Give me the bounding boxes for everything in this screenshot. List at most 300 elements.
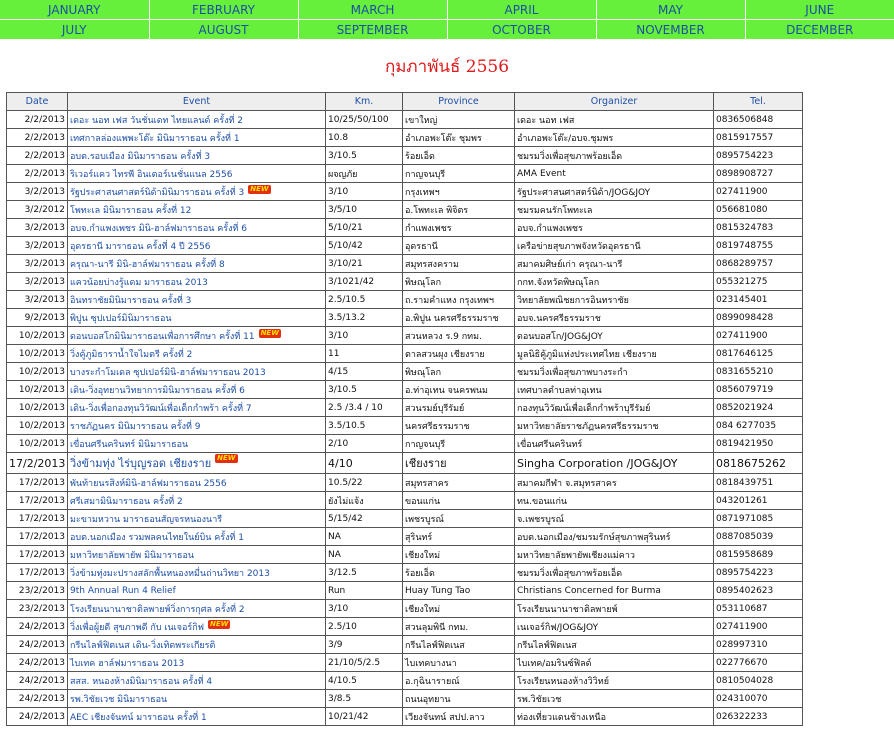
cell-date [7, 327, 68, 345]
cell-km [326, 129, 403, 147]
event-link[interactable] [68, 111, 326, 129]
event-link-text[interactable]: ศรีเสมามินิมาราธอน ครั้งที่ 2 [70, 496, 183, 507]
month-link-january[interactable]: JANUARY [0, 0, 149, 20]
cell-tel [714, 510, 803, 528]
cell-organizer-text: วิทยาลัยพณิชยการอินทราชัย [517, 295, 629, 306]
cell-province-text: ถ.รามคำแหง กรุงเทพฯ [405, 295, 494, 306]
cell-tel-text: 0815324783 [716, 222, 774, 233]
cell-km-text: 3/10.5 [328, 384, 357, 395]
event-link-text[interactable]: มะขามหวาน มาราธอนสัญจรหนองนารี [70, 514, 223, 525]
cell-tel [714, 255, 803, 273]
event-link[interactable] [68, 327, 326, 345]
cell-organizer-text: AMA Event [517, 168, 566, 179]
cell-date [7, 219, 68, 237]
cell-date-text: 17/2/2013 [9, 456, 66, 470]
event-link-text[interactable]: กรีนไลฟ์ฟิตเนส เดิน-วิ่งเทิดพระเกียรติ [70, 640, 216, 651]
cell-date [7, 600, 68, 618]
cell-province-text: ร้อยเอ็ด [405, 568, 435, 579]
cell-organizer-text: เดอะ นอท เฟส [517, 115, 575, 126]
event-link[interactable] [68, 201, 326, 219]
table-row [7, 636, 803, 654]
cell-province-text: กาญจนบุรี [405, 169, 446, 180]
cell-tel [714, 636, 803, 654]
cell-date [7, 546, 68, 564]
cell-tel [714, 201, 803, 219]
cell-km-text: 4/10 [328, 456, 353, 470]
cell-tel [714, 453, 803, 474]
cell-province-text: เชียงราย [405, 457, 447, 470]
event-link-text[interactable]: เดิน-วิ่งเพื่อกองทุนวิวัฒน์เพื่อเด็กกำพร้า ครั้งที่ 7 [70, 403, 252, 414]
cell-tel [714, 111, 803, 129]
cell-km-text: 3/10 [328, 186, 349, 197]
table-row [7, 327, 803, 345]
cell-tel-text: 084 6277035 [716, 420, 777, 431]
cell-km-text: 10/21/42 [328, 711, 369, 722]
event-link[interactable] [68, 474, 326, 492]
cell-km-text: 21/10/5/2.5 [328, 657, 381, 668]
cell-tel-text: 0895402623 [716, 585, 774, 596]
cell-tel [714, 165, 803, 183]
cell-tel-text: 0895754223 [716, 150, 774, 161]
event-link[interactable] [68, 564, 326, 582]
event-link[interactable] [68, 255, 326, 273]
event-link-text[interactable]: อุดรธานี มาราธอน ครั้งที่ 4 ปี 2556 [70, 241, 211, 252]
cell-tel [714, 618, 803, 636]
event-link[interactable] [68, 273, 326, 291]
event-link-text[interactable]: วิ่งเพื่อผู้ยดี สุขภาพดี กับ เนเจอร์กิฟ [70, 622, 205, 633]
cell-km-text: 3/10 [328, 330, 349, 341]
cell-tel [714, 672, 803, 690]
table-row [7, 147, 803, 165]
month-link-june[interactable]: JUNE [745, 0, 894, 20]
event-link-text[interactable]: พิปูน ซุปเปอร์มินิมาราธอน [70, 313, 172, 324]
event-link[interactable] [68, 147, 326, 165]
cell-date [7, 582, 68, 600]
cell-date-text: 24/2/2013 [18, 639, 65, 650]
cell-province [403, 435, 515, 453]
cell-organizer-text: สมาคมศิษย์เก่า ครุณา-นารี [517, 259, 623, 270]
table-row [7, 309, 803, 327]
cell-province-text: กรีนไลฟ์ฟิตเนส [405, 640, 465, 651]
cell-date-text: 9/2/2013 [24, 312, 65, 323]
cell-tel-text: 0895754223 [716, 567, 774, 578]
event-link-text[interactable]: อบจ.กำแพงเพชร มินิ-ฮาล์ฟมาราธอน ครั้งที่ 6 [70, 223, 248, 234]
cell-km [326, 147, 403, 165]
table-row [7, 183, 803, 201]
cell-organizer-text: ทน.ขอนแก่น [517, 496, 568, 507]
event-link[interactable] [68, 183, 326, 201]
cell-tel [714, 129, 803, 147]
event-link[interactable] [68, 492, 326, 510]
month-link-february[interactable]: FEBRUARY [149, 0, 298, 20]
cell-km-text: 4/10.5 [328, 675, 357, 686]
cell-date [7, 309, 68, 327]
cell-organizer-text: ไบเทค/อมรินซ์ฟิลด์ [517, 658, 592, 669]
cell-tel-text: 0898908727 [716, 168, 774, 179]
cell-province [403, 636, 515, 654]
cell-km-text: 3/5/10 [328, 204, 357, 215]
cell-tel-text: 0817646125 [716, 348, 774, 359]
cell-tel-text: 027411900 [716, 621, 768, 632]
cell-date-text: 17/2/2013 [18, 531, 65, 542]
events-table [6, 92, 803, 726]
cell-km-text: 3.5/10.5 [328, 420, 366, 431]
cell-province [403, 291, 515, 309]
table-row [7, 345, 803, 363]
cell-date-text: 10/2/2013 [18, 384, 65, 395]
cell-organizer-text: มหาวิทยาลัยราชภัฏนครศรีธรรมราช [517, 421, 659, 432]
cell-date-text: 3/2/2013 [24, 258, 65, 269]
cell-km [326, 708, 403, 726]
event-link[interactable] [68, 600, 326, 618]
cell-tel-text: 0899098428 [716, 312, 774, 323]
event-link-text[interactable]: อินทราชัยมินิมาราธอน ครั้งที่ 3 [70, 295, 192, 306]
event-link[interactable] [68, 219, 326, 237]
cell-date [7, 528, 68, 546]
cell-province-text: นครศรีธรรมราช [405, 421, 470, 432]
cell-organizer-text: ดอนบอสโก/JOG&JOY [517, 331, 603, 342]
month-link-september[interactable]: SEPTEMBER [298, 20, 447, 40]
cell-date [7, 273, 68, 291]
event-link[interactable] [68, 129, 326, 147]
cell-organizer [515, 273, 714, 291]
cell-province-text: Huay Tung Tao [405, 585, 471, 596]
cell-tel-text: 0831655210 [716, 366, 774, 377]
cell-date [7, 345, 68, 363]
cell-organizer [515, 435, 714, 453]
cell-date [7, 201, 68, 219]
cell-date [7, 165, 68, 183]
event-link[interactable] [68, 417, 326, 435]
cell-province [403, 582, 515, 600]
cell-date [7, 453, 68, 474]
cell-tel-text: 053110687 [716, 603, 768, 614]
cell-km [326, 255, 403, 273]
cell-km-text: 2.5 /3.4 / 10 [328, 402, 383, 413]
new-badge-icon: NEW [260, 328, 279, 337]
event-link-text[interactable]: ดอนบอสโกมินิมาราธอนเพื่อการศึกษา ครั้งที่ 11 [70, 331, 255, 342]
cell-province [403, 147, 515, 165]
cell-organizer [515, 381, 714, 399]
cell-km-text: 2.5/10.5 [328, 294, 366, 305]
cell-date-text: 24/2/2013 [18, 693, 65, 704]
table-row [7, 291, 803, 309]
cell-km-text: 10.5/22 [328, 477, 363, 488]
event-link-text[interactable]: เดอะ นอท เฟส วันชั่นเดท ไทยแลนด์ ครั้งที่ 2 [70, 115, 244, 126]
cell-organizer-text: อบจ.นครศรีธรรมราช [517, 313, 601, 324]
event-link[interactable] [68, 636, 326, 654]
header-date: Date [7, 93, 68, 111]
cell-organizer [515, 345, 714, 363]
cell-province [403, 309, 515, 327]
event-link-text[interactable]: รัฐประศาสนศาสตร์นิด้ามินิมาราธอน ครั้งที่ 3 [70, 187, 245, 198]
event-link-text[interactable]: อบต.นอกเมือง รวมพลคนไทยในย์บิน ครั้งที่ 1 [70, 532, 244, 543]
event-link[interactable] [68, 345, 326, 363]
cell-tel-text: 0818439751 [716, 477, 774, 488]
cell-organizer-text: รพ.วิชัยเวช [517, 694, 562, 705]
cell-organizer [515, 474, 714, 492]
event-link-text[interactable]: วิ่งคู้ภูมิธาราน้ำใจไมตรี ครั้งที่ 2 [70, 349, 193, 360]
cell-date-text: 24/2/2013 [18, 657, 65, 668]
cell-province [403, 528, 515, 546]
cell-organizer-text: อบต.นอกเมือง/ชมรมรักษ์สุขภาพสุรินทร์ [517, 532, 671, 543]
event-link[interactable] [68, 165, 326, 183]
cell-km-text: 10/25/50/100 [328, 114, 389, 125]
event-link-text[interactable]: AEC เชียงจันทน์ มาราธอน ครั้งที่ 1 [70, 712, 207, 723]
cell-organizer-text: โรงเรียนนานาชาติลพายพ์ [517, 604, 618, 615]
event-link[interactable] [68, 435, 326, 453]
month-link-november[interactable]: NOVEMBER [596, 20, 745, 40]
cell-km-text: 4/15 [328, 366, 349, 377]
cell-organizer-text: ท่องเที่ยวแดนช้างเหนือ [517, 712, 606, 723]
event-link-text[interactable]: โรงเรียนนานาชาติลพายพ์วิ่งการกุศล ครั้งที่ 2 [70, 604, 245, 615]
header-event: Event [68, 93, 326, 111]
table-row [7, 201, 803, 219]
cell-province-text: อุดรธานี [405, 241, 438, 252]
cell-km [326, 564, 403, 582]
cell-province [403, 129, 515, 147]
event-link-text[interactable]: ราชภัฏนคร มินิมาราธอน ครั้งที่ 9 [70, 421, 201, 432]
cell-date-text: 2/2/2013 [24, 168, 65, 179]
event-link-text[interactable]: แควน้อยบ่างรู้แดม มาราธอน 2013 [70, 277, 208, 288]
cell-organizer-text: กองทุนวิวัฒน์เพื่อเด็กกำพร้าบุรีรัมย์ [517, 403, 651, 414]
cell-date-text: 3/2/2013 [24, 186, 65, 197]
month-link-april[interactable]: APRIL [447, 0, 596, 20]
cell-km [326, 399, 403, 417]
cell-province [403, 672, 515, 690]
table-row [7, 111, 803, 129]
table-row [7, 363, 803, 381]
month-navigation [0, 0, 894, 40]
cell-organizer [515, 291, 714, 309]
cell-km-text: NA [328, 531, 341, 542]
cell-km-text: 11 [328, 348, 340, 359]
cell-province-text: สมุทรสงคราม [405, 259, 459, 270]
cell-date [7, 618, 68, 636]
cell-km [326, 474, 403, 492]
table-row [7, 129, 803, 147]
table-row [7, 654, 803, 672]
cell-tel-text: 0871971085 [716, 513, 774, 524]
cell-province-text: ถนนอุทยาน [405, 694, 451, 705]
event-link[interactable] [68, 690, 326, 708]
cell-province-text: เพชรบูรณ์ [405, 514, 444, 525]
event-link[interactable] [68, 399, 326, 417]
cell-organizer-text: ชมรมวิ่งเพื่อสุขภาพบางระกำ [517, 367, 628, 378]
cell-date-text: 10/2/2013 [18, 348, 65, 359]
event-link-text[interactable]: วิ่งข้ามทุ่ง ไร่บุญรอด เชียงราย [70, 457, 212, 470]
cell-organizer-text: เครือข่ายสุขภาพจังหวัดอุดรธานี [517, 241, 641, 252]
cell-province [403, 564, 515, 582]
cell-km [326, 417, 403, 435]
cell-date [7, 363, 68, 381]
cell-tel-text: 0810504028 [716, 675, 774, 686]
cell-date-text: 17/2/2013 [18, 513, 65, 524]
cell-tel [714, 309, 803, 327]
cell-km [326, 618, 403, 636]
table-row [7, 255, 803, 273]
event-link[interactable] [68, 528, 326, 546]
event-link-text[interactable]: รพ.วิชัยเวช มินิมาราธอน [70, 694, 168, 705]
month-link-october[interactable]: OCTOBER [447, 20, 596, 40]
cell-date [7, 111, 68, 129]
cell-tel [714, 708, 803, 726]
cell-km [326, 201, 403, 219]
cell-km [326, 327, 403, 345]
event-link-text[interactable]: บางระกำโมเดล ซุปเปอร์มินิ-ฮาล์ฟมาราธอน 2013 [70, 367, 266, 378]
month-link-march[interactable]: MARCH [298, 0, 447, 20]
cell-tel-text: 027411900 [716, 186, 768, 197]
header-organizer: Organizer [515, 93, 714, 111]
cell-province-text: กรุงเทพฯ [405, 187, 440, 198]
table-row [7, 219, 803, 237]
event-link-text[interactable]: ริเวอร์แคว ไทรพี อินเตอร์เนชั่นแนล 2556 [70, 169, 233, 180]
event-link[interactable] [68, 381, 326, 399]
cell-tel-text: 0815958689 [716, 549, 774, 560]
event-link-text[interactable]: ไบเทค ฮาล์ฟมาราธอน 2013 [70, 658, 185, 669]
table-row [7, 618, 803, 636]
cell-date-text: 2/2/2013 [24, 150, 65, 161]
cell-tel-text: 028997310 [716, 639, 768, 650]
month-link-july[interactable]: JULY [0, 20, 149, 40]
cell-km [326, 381, 403, 399]
cell-date-text: 17/2/2013 [18, 567, 65, 578]
event-link[interactable] [68, 291, 326, 309]
cell-date [7, 492, 68, 510]
cell-km-text: 2.5/10 [328, 621, 357, 632]
cell-organizer [515, 417, 714, 435]
cell-date [7, 291, 68, 309]
cell-organizer-text: จ.เพชรบูรณ์ [517, 514, 564, 525]
table-row [7, 690, 803, 708]
event-link[interactable] [68, 582, 326, 600]
event-link[interactable] [68, 237, 326, 255]
cell-province-text: กาญจนบุรี [405, 439, 446, 450]
table-row [7, 600, 803, 618]
month-link-august[interactable]: AUGUST [149, 20, 298, 40]
cell-organizer [515, 147, 714, 165]
cell-province-text: ไบเทคบางนา [405, 658, 457, 669]
cell-date-text: 23/2/2013 [18, 585, 65, 596]
cell-province [403, 381, 515, 399]
event-link[interactable] [68, 309, 326, 327]
event-link[interactable] [68, 546, 326, 564]
event-link[interactable] [68, 618, 326, 636]
cell-km [326, 363, 403, 381]
cell-tel-text: 026322233 [716, 711, 768, 722]
cell-province-text: อำเภอพะโต๊ะ ชุมพร [405, 133, 482, 144]
cell-date-text: 17/2/2013 [18, 549, 65, 560]
cell-date [7, 690, 68, 708]
cell-province [403, 474, 515, 492]
cell-date [7, 564, 68, 582]
event-link-text[interactable]: สสส. หนองห้างมินิมาราธอน ครั้งที่ 4 [70, 676, 213, 687]
event-link-text[interactable]: วิ่งข้ามทุ่งมะปรางสลักพื้นหนองหมื่นถ่านวิทยา 2013 [70, 568, 270, 579]
cell-km [326, 345, 403, 363]
new-badge-icon: NEW [250, 184, 269, 193]
event-link-text[interactable]: พันท้ายนรสิงห์มินิ-ฮาล์ฟมาราธอน 2556 [70, 478, 227, 489]
cell-organizer [515, 618, 714, 636]
event-link-text[interactable]: ครุณา-นารี มินิ-ฮาล์ฟมาราธอน ครั้งที่ 8 [70, 259, 225, 270]
event-link[interactable] [68, 708, 326, 726]
cell-date-text: 24/2/2013 [18, 675, 65, 686]
cell-organizer [515, 129, 714, 147]
cell-tel-text: 0887085039 [716, 531, 774, 542]
cell-province [403, 183, 515, 201]
cell-organizer-text: รัฐประศาสนศาสตร์นิด้า/JOG&JOY [517, 187, 651, 198]
event-link[interactable] [68, 672, 326, 690]
cell-tel-text: 0856079719 [716, 384, 774, 395]
cell-tel [714, 273, 803, 291]
cell-km [326, 237, 403, 255]
cell-province-text: เชียงใหม่ [405, 550, 441, 561]
cell-organizer [515, 237, 714, 255]
cell-province [403, 345, 515, 363]
cell-tel [714, 654, 803, 672]
cell-date [7, 636, 68, 654]
event-link-text[interactable]: เทศกาลล่องแพพะโต๊ะ มินิมาราธอน ครั้งที่ 1 [70, 133, 240, 144]
cell-date [7, 708, 68, 726]
event-link-text[interactable]: มหาวิทยาลัยพายัพ มินิมาราธอน [70, 550, 195, 561]
month-link-december[interactable]: DECEMBER [745, 20, 894, 40]
cell-province [403, 165, 515, 183]
cell-organizer [515, 183, 714, 201]
event-link-text[interactable]: เขื่อนศรีนครินทร์ มินิมาราธอน [70, 439, 189, 450]
event-link-text[interactable]: เดิน-วิ่งอุทยานวิทยาการมินิมาราธอน ครั้งที่ 6 [70, 385, 245, 396]
cell-km-text: 2/10 [328, 438, 349, 449]
cell-organizer [515, 327, 714, 345]
cell-tel [714, 492, 803, 510]
month-link-may[interactable]: MAY [596, 0, 745, 20]
cell-organizer-text: เทศบาลตำบลท่าอุเทน [517, 385, 602, 396]
cell-date-text: 10/2/2013 [18, 438, 65, 449]
cell-km-text: 3/8.5 [328, 693, 352, 704]
cell-date [7, 417, 68, 435]
cell-tel [714, 582, 803, 600]
table-row [7, 492, 803, 510]
cell-km [326, 582, 403, 600]
cell-tel-text: 0815917557 [716, 132, 774, 143]
cell-tel [714, 546, 803, 564]
cell-province-text: สวนรมย์บุรีรัมย์ [405, 403, 465, 414]
event-link-text[interactable]: 9th Annual Run 4 Relief [70, 585, 176, 596]
event-link-text[interactable]: โพทะเล มินิมาราธอน ครั้งที่ 12 [70, 205, 192, 216]
cell-province-text: ร้อยเอ็ด [405, 151, 435, 162]
cell-organizer-text: ชมรมวิ่งเพื่อสุขภาพร้อยเอ็ด [517, 151, 623, 162]
cell-km-text: 3.5/13.2 [328, 312, 366, 323]
page-title: กุมภาพันธ์ 2556 [384, 57, 510, 77]
cell-tel [714, 147, 803, 165]
event-link[interactable] [68, 654, 326, 672]
cell-organizer-text: กกท.จังหวัดพิษณุโลก [517, 277, 600, 288]
event-link[interactable] [68, 453, 326, 474]
event-link[interactable] [68, 363, 326, 381]
table-row [7, 546, 803, 564]
event-link-text[interactable]: อบต.รอบเมือง มินิมาราธอน ครั้งที่ 3 [70, 151, 211, 162]
cell-organizer [515, 708, 714, 726]
table-row [7, 510, 803, 528]
cell-organizer [515, 690, 714, 708]
event-link[interactable] [68, 510, 326, 528]
cell-tel-text: 056681080 [716, 204, 768, 215]
table-row [7, 237, 803, 255]
table-row [7, 399, 803, 417]
cell-date [7, 129, 68, 147]
cell-organizer-text: อบจ.กำแพงเพชร [517, 223, 583, 234]
cell-date [7, 399, 68, 417]
cell-province [403, 546, 515, 564]
cell-km-text: NA [328, 549, 341, 560]
